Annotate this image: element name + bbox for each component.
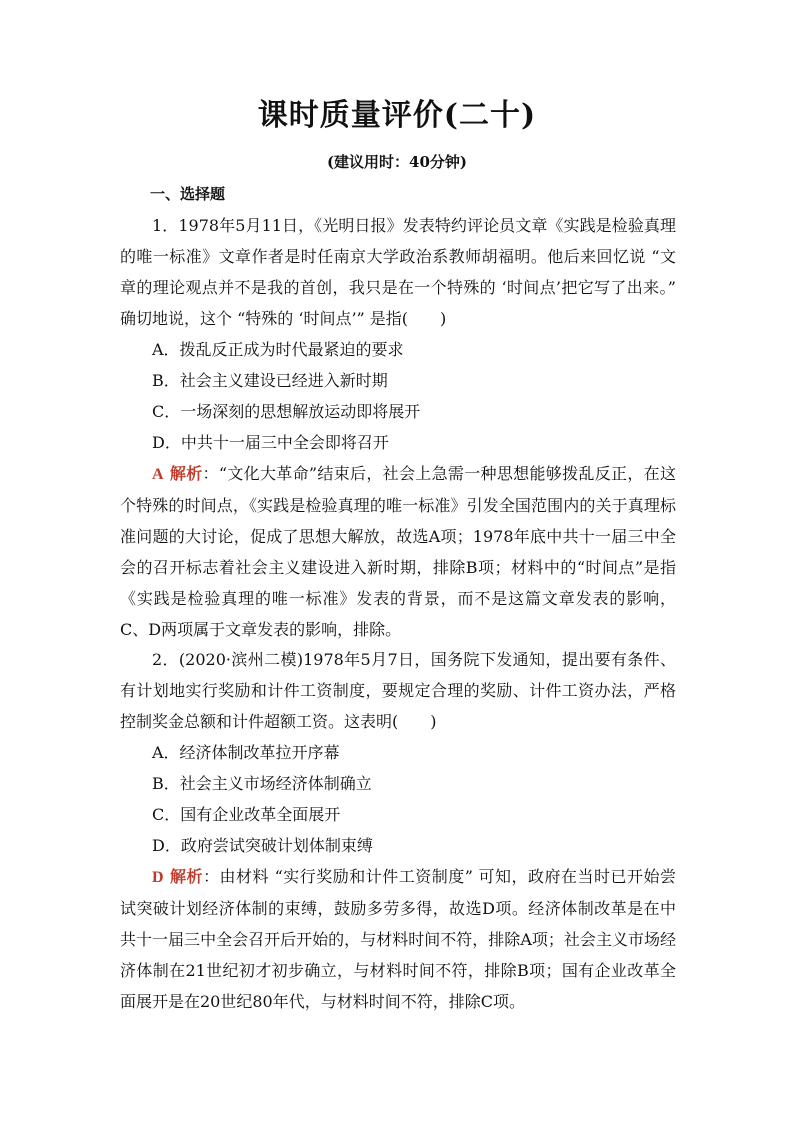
question-2-answer: D: [152, 869, 164, 886]
suggested-time: (建议用时：40分钟): [326, 153, 468, 171]
question-2-option-c: C．国有企业改革全面展开: [152, 805, 341, 824]
question-2-option-d: D．政府尝试突破计划体制束缚: [152, 836, 373, 855]
question-1-option-b: B．社会主义建设已经进入新时期: [152, 371, 388, 390]
question-1-answer: A: [152, 466, 164, 483]
question-1-option-c: C．一场深刻的思想解放运动即将展开: [152, 402, 421, 421]
question-2-option-b: B．社会主义市场经济体制确立: [152, 774, 372, 793]
analysis-label: 解析: [169, 867, 204, 886]
question-1-analysis-text: ：“文化大革命”结束后，社会上急需一种思想能够拨乱反正，在这个特殊的时间点，《实践是检验真理的唯一标准》引发全国范围内的关于真理标准问题的大讨论，促成了思想大解放，故选A项；1978年底中共十一届三中全会的召开标志着社会主义建设进入新时期，排除B项；材料中的“时间点”是指《实践是检验真理的唯一标准》发表的背景，而不是这篇文章发表的影响，C、D两项属于文章发表的影响，排除。: [120, 464, 676, 639]
question-2-analysis-text: ：由材料 “实行奖励和计件工资制度” 可知，政府在当时已开始尝试突破计划经济体制的束缚，鼓励多劳多得，故选D项。经济体制改革是在中共十一届三中全会召开后开始的，与材料时间不符，排除A项；社会主义市场经济体制在21世纪初才初步确立，与材料时间不符，排除B项；国有企业改革全面展开是在20世纪80年代，与材料时间不符，排除C项。: [120, 867, 676, 1011]
question-1-option-a: A．拨乱反正成为时代最紧迫的要求: [152, 340, 404, 359]
question-1-stem: 1．1978年5月11日，《光明日报》发表特约评论员文章《实践是检验真理的唯一标准》文章作者是时任南京大学政治系教师胡福明。他后来回忆说 “文章的理论观点并不是我的首创，我只是在一个特殊的 ‘时间点’把它写了出来。” 确切地说，这个 “特殊的 ‘时间点’” 是指( ): [120, 216, 676, 328]
question-2-analysis: [120, 861, 676, 1017]
section-heading: 一、选择题: [150, 185, 226, 203]
question-2-option-a: A．经济体制改革拉开序幕: [152, 743, 340, 762]
page-title: 课时质量评价(二十): [257, 98, 537, 133]
question-1-option-d: D．中共十一届三中全会即将召开: [152, 433, 389, 452]
analysis-label: 解析: [169, 464, 203, 483]
question-2-stem: 2．(2020·滨州二模)1978年5月7日，国务院下发通知，提出要有条件、有计划地实行奖励和计件工资制度，要规定合理的奖励、计件工资办法，严格控制奖金总额和计件超额工资。这表明( ): [120, 650, 676, 731]
question-1-analysis: [120, 458, 676, 645]
